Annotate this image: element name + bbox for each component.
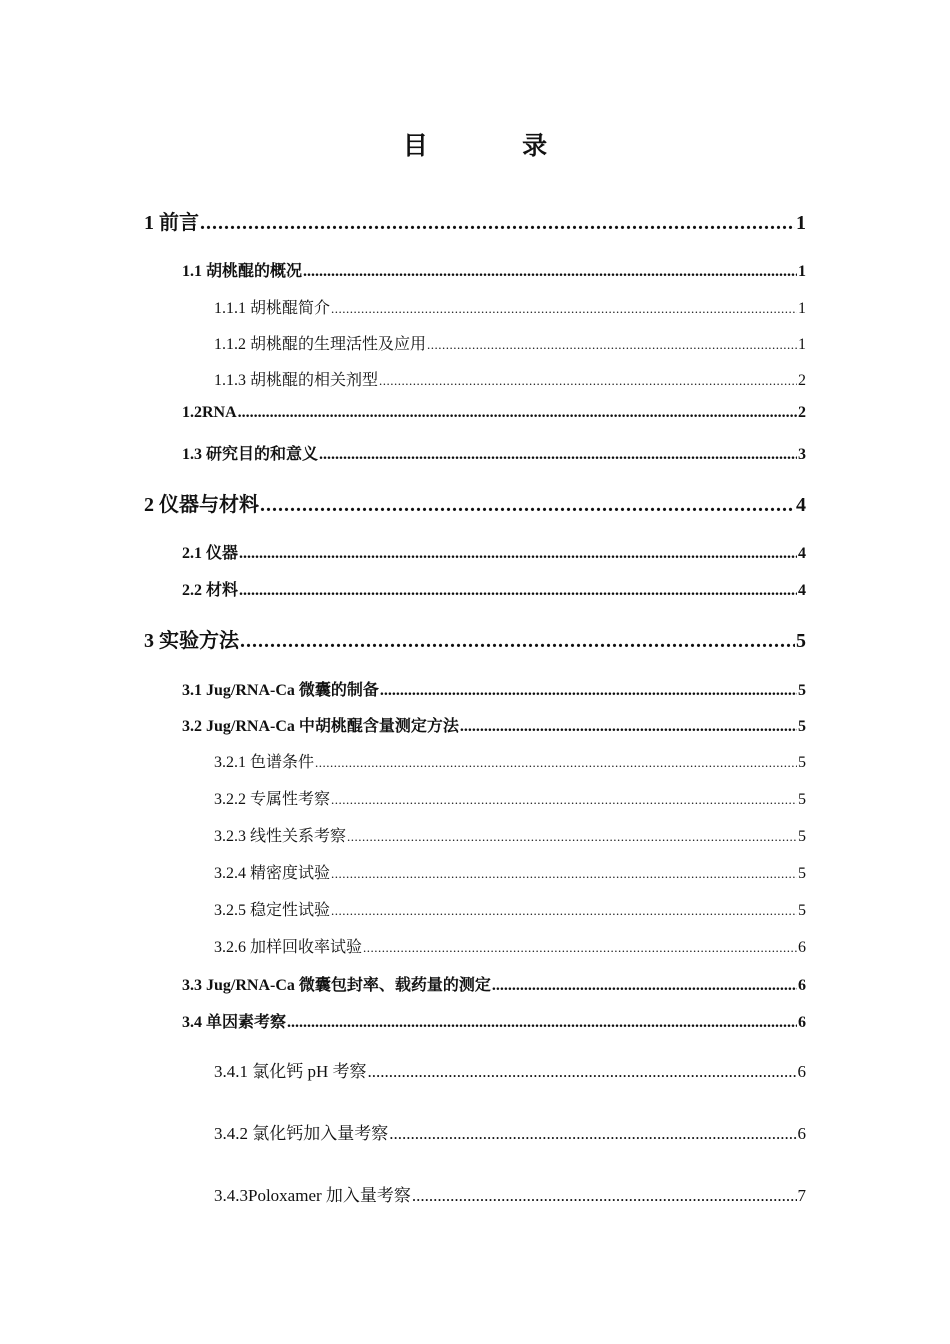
toc-entry-1-1[interactable] [182, 258, 806, 281]
toc-page-number: 3 [798, 446, 806, 463]
toc-entry-label: 1.3 研究目的和意义 [182, 446, 319, 463]
toc-entry-3-4-2[interactable] [214, 1119, 806, 1144]
toc-entry-2-1[interactable] [182, 540, 806, 563]
toc-entry-3-2-6[interactable] [214, 934, 806, 957]
toc-page-number: 5 [796, 630, 806, 652]
toc-entry-label: 3.2.4 精密度试验 [214, 865, 331, 882]
toc-entry-1-1-1[interactable] [214, 295, 806, 318]
toc-entry-label: 2.2 材料 [182, 582, 239, 599]
toc-page-number: 6 [798, 977, 806, 994]
toc-entry-3-2-2[interactable] [214, 786, 806, 809]
toc-page-number: 6 [798, 1014, 806, 1031]
toc-entry-label: 2 仪器与材料 [144, 494, 259, 516]
toc-page-number: 4 [798, 582, 806, 599]
toc-entry-3-4-3[interactable] [214, 1181, 806, 1206]
toc-entry-label: 1.2RNA [182, 404, 237, 421]
dot-leader [331, 903, 797, 919]
toc-page-number: 7 [797, 1186, 806, 1205]
toc-entry-1[interactable] [144, 206, 806, 235]
toc-entry-3-2-3[interactable] [214, 823, 806, 846]
toc-entry-label: 3.2 Jug/RNA-Ca 中胡桃醌含量测定方法 [182, 718, 459, 735]
page-title: 目 录 [402, 133, 592, 160]
dot-leader [380, 682, 797, 700]
toc-entry-label: 3.2.6 加样回收率试验 [214, 939, 363, 956]
toc-entry-label: 3.2.2 专属性考察 [214, 791, 331, 808]
toc-entry-1-1-2[interactable] [214, 331, 806, 354]
dot-leader [492, 977, 797, 995]
toc-page-number: 2 [798, 372, 806, 389]
toc-entry-3-2-1[interactable] [214, 749, 806, 772]
dot-leader [331, 792, 797, 808]
dot-leader [427, 337, 797, 353]
toc-page-number: 6 [798, 939, 806, 956]
dot-leader [389, 1124, 796, 1144]
toc-page-number: 6 [797, 1124, 806, 1143]
dot-leader [315, 755, 797, 771]
toc-entry-label: 3.2.1 色谱条件 [214, 754, 315, 771]
toc-entry-1-3[interactable] [182, 441, 806, 464]
toc-entry-3-4-1[interactable] [214, 1057, 806, 1082]
dot-leader [238, 404, 797, 422]
toc-entry-label: 1.1.2 胡桃醌的生理活性及应用 [214, 336, 427, 353]
toc-entry-3[interactable] [144, 624, 806, 653]
dot-leader [200, 212, 795, 235]
toc-entry-label: 3.4 单因素考察 [182, 1014, 287, 1031]
toc-entry-label: 3.2.3 线性关系考察 [214, 828, 347, 845]
toc-page-number: 4 [798, 545, 806, 562]
toc-entry-label: 1 前言 [144, 212, 199, 234]
dot-leader [379, 373, 797, 389]
toc-entry-3-1[interactable] [182, 677, 806, 700]
toc-entry-label: 1.1 胡桃醌的概况 [182, 263, 303, 280]
dot-leader [240, 630, 795, 653]
toc-page-number: 5 [798, 682, 806, 699]
toc-entry-label: 3.4.3Poloxamer 加入量考察 [214, 1186, 411, 1205]
toc-page-number: 5 [798, 902, 806, 919]
toc-page-number: 1 [798, 263, 806, 280]
toc-page-number: 5 [798, 865, 806, 882]
toc-entry-2[interactable] [144, 488, 806, 517]
toc-page-number: 2 [798, 404, 806, 421]
toc-page-number: 1 [798, 336, 806, 353]
toc-entry-label: 3.1 Jug/RNA-Ca 微囊的制备 [182, 682, 379, 699]
toc-entry-3-2-4[interactable] [214, 860, 806, 883]
dot-leader [239, 545, 797, 563]
toc-entry-label: 1.1.3 胡桃醌的相关剂型 [214, 372, 379, 389]
toc-entry-1-2[interactable] [182, 404, 806, 422]
toc-entry-label: 3.2.5 稳定性试验 [214, 902, 331, 919]
toc-entry-2-2[interactable] [182, 577, 806, 600]
toc-page-number: 5 [798, 718, 806, 735]
dot-leader [363, 940, 797, 956]
dot-leader [287, 1014, 797, 1032]
toc-page-number: 5 [798, 754, 806, 771]
toc-page-number: 5 [798, 828, 806, 845]
toc-entry-3-2[interactable] [182, 713, 806, 736]
dot-leader [412, 1186, 797, 1206]
toc-entry-label: 2.1 仪器 [182, 545, 239, 562]
toc-entry-label: 3 实验方法 [144, 630, 239, 652]
toc-entry-3-2-5[interactable] [214, 897, 806, 920]
dot-leader [347, 829, 797, 845]
toc-entry-label: 3.4.1 氯化钙 pH 考察 [214, 1062, 367, 1081]
toc-page-number: 4 [796, 494, 806, 516]
dot-leader [303, 263, 797, 281]
dot-leader [331, 866, 797, 882]
dot-leader [460, 718, 797, 736]
dot-leader [260, 494, 795, 517]
toc-entry-3-4[interactable] [182, 1009, 806, 1032]
toc-entry-label: 3.4.2 氯化钙加入量考察 [214, 1124, 389, 1143]
toc-entry-label: 3.3 Jug/RNA-Ca 微囊包封率、载药量的测定 [182, 977, 491, 994]
toc-entry-3-3[interactable] [182, 972, 806, 995]
toc-page-number: 1 [798, 300, 806, 317]
toc-entry-1-1-3[interactable] [214, 367, 806, 390]
dot-leader [368, 1062, 797, 1082]
dot-leader [319, 446, 797, 464]
dot-leader [331, 301, 797, 317]
toc-page-number: 1 [796, 212, 806, 234]
dot-leader [239, 582, 797, 600]
toc-page-number: 6 [797, 1062, 806, 1081]
toc-page-number: 5 [798, 791, 806, 808]
toc-entry-label: 1.1.1 胡桃醌简介 [214, 300, 331, 317]
